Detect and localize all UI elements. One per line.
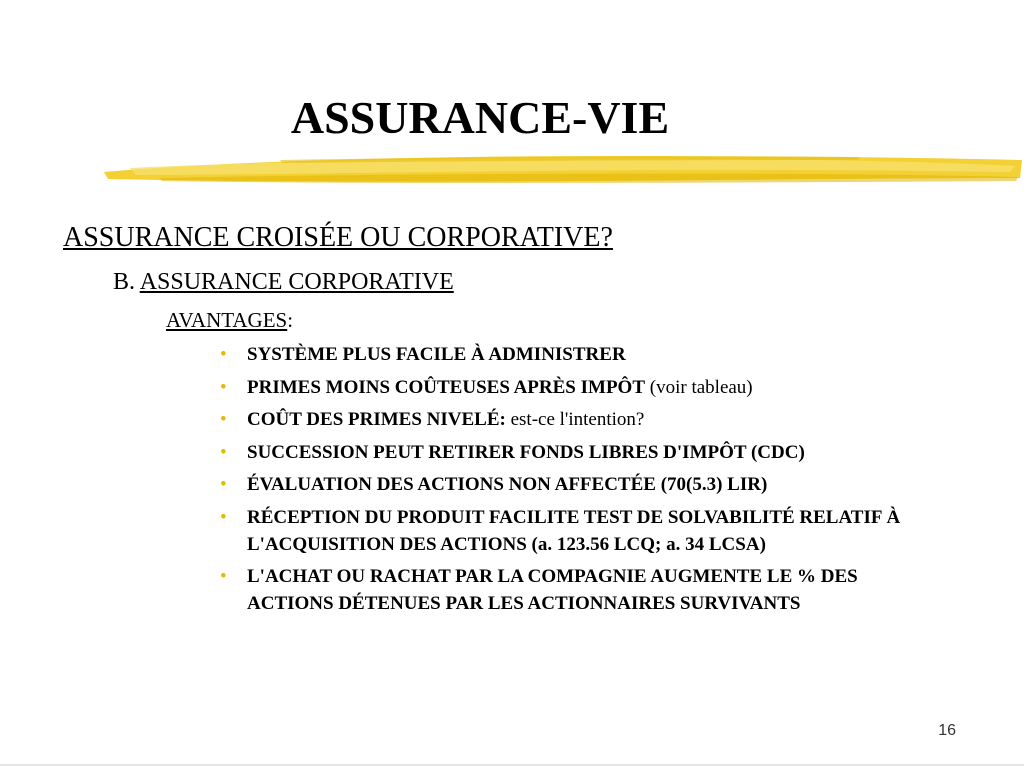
bullet-icon: • <box>220 506 227 528</box>
advantages-heading <box>166 306 293 334</box>
bullet-icon: • <box>220 409 227 430</box>
bullet-icon: • <box>220 474 227 495</box>
list-item: • SYSTÈME PLUS FACILE À ADMINISTRER <box>218 341 938 368</box>
bullet-icon: • <box>220 441 227 463</box>
list-item: • COÛT DES PRIMES NIVELÉ: est-ce l'intention? <box>218 406 938 433</box>
bullet-icon: • <box>220 344 227 365</box>
subsection-prefix: B. <box>113 269 140 295</box>
page-number: 16 <box>938 722 956 739</box>
subsection-heading <box>113 267 454 297</box>
bottom-divider <box>0 764 1024 766</box>
advantages-list <box>218 341 938 623</box>
list-item: • ÉVALUATION DES ACTIONS NON AFFECTÉE (70(5.3) LIR) <box>218 471 938 498</box>
subsection-title: ASSURANCE CORPORATIVE <box>139 269 454 295</box>
brush-stroke-divider <box>100 148 1024 188</box>
bullet-icon: • <box>220 566 227 587</box>
slide-title: ASSURANCE-VIE <box>290 92 670 143</box>
advantages-label: AVANTAGES <box>166 308 288 332</box>
list-item: • RÉCEPTION DU PRODUIT FACILITE TEST DE SOLVABILITÉ RELATIF À L'ACQUISITION DES ACTIONS (a. 123.56 LCQ; a. 34 LCSA) <box>218 504 938 558</box>
bullet-icon: • <box>220 376 227 398</box>
list-item: • PRIMES MOINS COÛTEUSES APRÈS IMPÔT (voir tableau) <box>218 374 938 401</box>
list-item: • SUCCESSION PEUT RETIRER FONDS LIBRES D'IMPÔT (CDC) <box>218 439 938 466</box>
list-item: • L'ACHAT OU RACHAT PAR LA COMPAGNIE AUGMENTE LE % DES ACTIONS DÉTENUES PAR LES ACTIONNAIRES SURVIVANTS <box>218 563 938 617</box>
section-heading: ASSURANCE CROISÉE OU CORPORATIVE? <box>63 222 613 253</box>
advantages-colon: : <box>287 308 294 332</box>
